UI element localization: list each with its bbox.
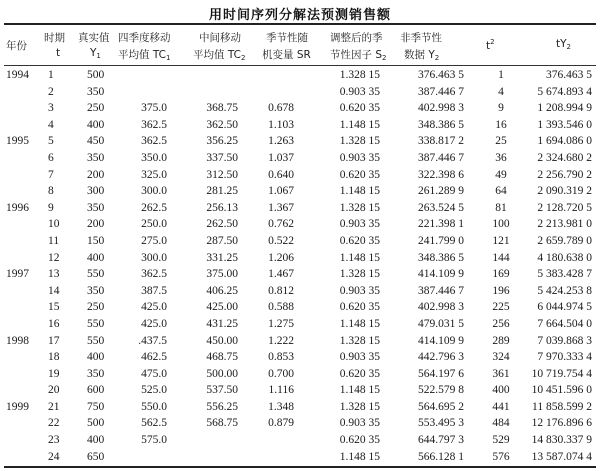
actual-value-cell: 550 — [87, 334, 105, 347]
y2-cell: 553.495 3 — [418, 417, 464, 430]
table-row — [0, 300, 600, 317]
year-cell: 1995 — [6, 135, 29, 148]
sr-cell: 1.222 — [268, 334, 294, 347]
sr-cell: 0.640 — [268, 168, 294, 181]
header-y2-symbol: 数据 $Y_2$ — [404, 49, 440, 62]
period-cell: 12 — [48, 251, 60, 264]
tc1-cell: 550.0 — [141, 400, 167, 413]
header-tc2-symbol: 平均值 $TC_2$ — [193, 49, 246, 62]
t-y2-cell: 2 256.790 2 — [537, 168, 592, 181]
sr-cell: 1.103 — [268, 118, 294, 131]
t-squared-cell: 289 — [492, 334, 510, 347]
tc2-cell: 450.00 — [206, 334, 238, 347]
tc2-cell: 568.75 — [206, 417, 238, 430]
header-period-symbol: t — [56, 47, 61, 59]
s2-cell: 1.148 15 — [339, 118, 380, 131]
period-cell: 23 — [48, 434, 60, 447]
tc1-cell: 362.5 — [141, 135, 167, 148]
period-cell: 8 — [48, 185, 54, 198]
actual-value-cell: 400 — [87, 351, 105, 364]
actual-value-cell: 250 — [87, 102, 105, 115]
table-row — [0, 350, 600, 367]
tc2-cell: 331.25 — [206, 251, 238, 264]
sr-cell: 0.853 — [268, 351, 294, 364]
period-cell: 17 — [48, 334, 60, 347]
t-y2-cell: 2 324.680 2 — [537, 151, 592, 164]
sr-cell: 1.367 — [268, 201, 294, 214]
header-ty2-symbol: $tY_2$ — [556, 38, 571, 51]
t-squared-cell: 441 — [492, 400, 510, 413]
t-squared-cell: 49 — [495, 168, 507, 181]
period-cell: 13 — [48, 268, 60, 281]
tc2-cell: 281.25 — [206, 185, 238, 198]
s2-cell: 1.328 15 — [339, 201, 380, 214]
sr-cell: 0.762 — [268, 218, 294, 231]
s2-cell: 1.328 15 — [339, 400, 380, 413]
sr-cell: 1.467 — [268, 268, 294, 281]
s2-cell: 0.903 35 — [339, 218, 380, 231]
period-cell: 16 — [48, 317, 60, 330]
header-t2-symbol: $t^2$ — [486, 38, 495, 52]
y2-cell: 414.109 9 — [418, 334, 464, 347]
t-y2-cell: 11 858.599 2 — [532, 400, 592, 413]
t-y2-cell: 5 674.893 4 — [537, 85, 592, 98]
y2-cell: 221.398 1 — [418, 218, 464, 231]
y2-cell: 566.128 1 — [418, 450, 464, 463]
y2-cell: 376.463 5 — [418, 69, 464, 81]
t-squared-cell: 576 — [492, 450, 510, 463]
t-squared-cell: 36 — [495, 151, 507, 164]
tc2-cell: 468.75 — [206, 351, 238, 364]
period-cell: 24 — [48, 450, 60, 463]
t-squared-cell: 9 — [498, 102, 504, 115]
t-squared-cell: 324 — [492, 351, 510, 364]
header-actual-label: 真实值 — [78, 32, 110, 44]
period-cell: 3 — [48, 102, 54, 115]
s2-cell: 1.148 15 — [339, 317, 380, 330]
sr-cell: 0.812 — [268, 284, 294, 297]
header-s2-label: 调整后的季 — [330, 32, 383, 44]
table-row — [0, 184, 600, 201]
actual-value-cell: 650 — [87, 450, 105, 463]
sr-cell: 1.348 — [268, 400, 294, 413]
table-row — [0, 85, 600, 102]
s2-cell: 1.148 15 — [339, 450, 380, 463]
t-y2-cell: 2 128.720 5 — [537, 201, 592, 214]
y2-cell: 387.446 7 — [418, 284, 464, 297]
t-y2-cell: 7 970.333 4 — [537, 351, 592, 364]
table-row — [0, 367, 600, 384]
tc2-cell: 337.50 — [206, 151, 238, 164]
year-cell: 1994 — [6, 69, 29, 81]
tc1-cell: 362.5 — [141, 118, 167, 131]
s2-cell: 0.903 35 — [339, 417, 380, 430]
t-squared-cell: 144 — [492, 251, 510, 264]
header-actual-symbol: $Y_1$ — [90, 47, 101, 60]
sr-cell: 1.037 — [268, 151, 294, 164]
t-y2-cell: 7 664.504 0 — [537, 317, 592, 330]
s2-cell: 0.903 35 — [339, 85, 380, 98]
period-cell: 18 — [48, 351, 60, 364]
t-squared-cell: 4 — [498, 85, 504, 98]
period-cell: 11 — [48, 234, 60, 247]
t-squared-cell: 196 — [492, 284, 510, 297]
y2-cell: 348.386 5 — [418, 251, 464, 264]
actual-value-cell: 200 — [87, 168, 105, 181]
table-row — [0, 416, 600, 433]
table-row — [0, 234, 600, 251]
year-cell: 1996 — [6, 201, 29, 214]
t-squared-cell: 361 — [492, 367, 510, 380]
t-y2-cell: 13 587.074 4 — [531, 450, 592, 463]
table-row — [0, 101, 600, 118]
tc2-cell: 312.50 — [206, 168, 238, 181]
t-y2-cell: 5 424.253 8 — [537, 284, 592, 297]
sr-cell: 0.700 — [268, 367, 294, 380]
y2-cell: 402.998 3 — [418, 102, 464, 115]
t-squared-cell: 484 — [492, 417, 510, 430]
t-squared-cell: 1 — [498, 69, 504, 81]
actual-value-cell: 500 — [87, 417, 105, 430]
tc2-cell: 262.50 — [206, 218, 238, 231]
table-row — [0, 284, 600, 301]
period-cell: 7 — [48, 168, 54, 181]
tc1-cell: 350.0 — [141, 151, 167, 164]
period-cell: 19 — [48, 367, 60, 380]
tc1-cell: 375.0 — [141, 102, 167, 115]
period-cell: 21 — [48, 400, 60, 413]
actual-value-cell: 500 — [87, 69, 105, 81]
actual-value-cell: 400 — [87, 434, 105, 447]
y2-cell: 644.797 3 — [418, 434, 464, 447]
tc1-cell: 387.5 — [141, 284, 167, 297]
y2-cell: 442.796 3 — [418, 351, 464, 364]
tc1-cell: 262.5 — [141, 201, 167, 214]
table-row — [0, 267, 600, 284]
t-y2-cell: 1 393.546 0 — [537, 118, 592, 131]
y2-cell: 387.446 7 — [418, 151, 464, 164]
header-sr-symbol: 机变量 SR — [262, 49, 311, 61]
s2-cell: 1.328 15 — [339, 334, 380, 347]
period-cell: 10 — [48, 218, 60, 231]
table-row — [0, 334, 600, 351]
t-squared-cell: 121 — [492, 234, 510, 247]
tc1-cell: 575.0 — [141, 434, 167, 447]
tc1-cell: 250.0 — [141, 218, 167, 231]
tc1-cell: .437.5 — [138, 334, 167, 347]
y2-cell: 338.817 2 — [418, 135, 464, 148]
table-row — [0, 68, 600, 85]
sr-cell: 1.116 — [268, 384, 294, 397]
tc2-cell: 356.25 — [206, 135, 238, 148]
actual-value-cell: 400 — [87, 251, 105, 264]
tc2-cell: 256.13 — [206, 201, 238, 214]
y2-cell: 387.446 7 — [418, 85, 464, 98]
t-y2-cell: 1 208.994 9 — [537, 102, 592, 115]
table-row — [0, 151, 600, 168]
tc1-cell: 525.0 — [141, 384, 167, 397]
header-bottom-rule — [4, 65, 596, 66]
sr-cell: 0.522 — [268, 234, 294, 247]
sr-cell: 1.206 — [268, 251, 294, 264]
s2-cell: 1.148 15 — [339, 185, 380, 198]
table-row — [0, 217, 600, 234]
t-y2-cell: 7 039.868 3 — [537, 334, 592, 347]
s2-cell: 1.148 15 — [339, 251, 380, 264]
tc2-cell: 556.25 — [206, 400, 238, 413]
t-y2-cell: 2 659.789 0 — [537, 234, 592, 247]
s2-cell: 0.620 35 — [339, 301, 380, 314]
t-squared-cell: 100 — [492, 218, 510, 231]
tc2-cell: 500.00 — [206, 367, 238, 380]
y2-cell: 522.579 8 — [418, 384, 464, 397]
period-cell: 6 — [48, 151, 54, 164]
tc1-cell: 362.5 — [141, 268, 167, 281]
t-y2-cell: 4 180.638 0 — [537, 251, 592, 264]
tc2-cell: 375.00 — [206, 268, 238, 281]
tc2-cell: 362.50 — [206, 118, 238, 131]
table-row — [0, 400, 600, 417]
table-row — [0, 201, 600, 218]
period-cell: 20 — [48, 384, 60, 397]
t-y2-cell: 2 090.319 2 — [537, 185, 592, 198]
table-bottom-rule — [4, 466, 596, 468]
actual-value-cell: 200 — [87, 218, 105, 231]
header-period-label: 时期 — [44, 32, 65, 44]
y2-cell: 564.197 6 — [418, 367, 464, 380]
y2-cell: 261.289 9 — [418, 185, 464, 198]
t-y2-cell: 14 830.337 9 — [531, 434, 592, 447]
actual-value-cell: 150 — [87, 234, 105, 247]
t-y2-cell: 10 719.754 4 — [531, 367, 592, 380]
y2-cell: 479.031 5 — [418, 317, 464, 330]
year-cell: 1999 — [6, 400, 29, 413]
tc2-cell: 431.25 — [206, 317, 238, 330]
s2-cell: 0.620 35 — [339, 168, 380, 181]
period-cell: 1 — [48, 69, 54, 81]
actual-value-cell: 350 — [87, 284, 105, 297]
s2-cell: 0.903 35 — [339, 351, 380, 364]
y2-cell: 564.695 2 — [418, 400, 464, 413]
table-row — [0, 433, 600, 450]
period-cell: 15 — [48, 301, 60, 314]
period-cell: 14 — [48, 284, 60, 297]
table-row — [0, 118, 600, 135]
table-title: 用时间序列分解法预测销售额 — [208, 8, 391, 23]
actual-value-cell: 350 — [87, 151, 105, 164]
actual-value-cell: 300 — [87, 185, 105, 198]
year-cell: 1997 — [6, 268, 29, 281]
s2-cell: 1.148 15 — [339, 384, 380, 397]
tc1-cell: 300.0 — [141, 185, 167, 198]
period-cell: 2 — [48, 85, 54, 98]
actual-value-cell: 600 — [87, 384, 105, 397]
t-y2-cell: 1 694.086 0 — [537, 135, 592, 148]
t-squared-cell: 256 — [492, 317, 510, 330]
y2-cell: 263.524 5 — [418, 201, 464, 214]
actual-value-cell: 250 — [87, 301, 105, 314]
year-cell: 1998 — [6, 334, 29, 347]
t-squared-cell: 169 — [492, 268, 510, 281]
period-cell: 9 — [48, 201, 54, 214]
sr-cell: 1.067 — [268, 185, 294, 198]
sr-cell: 0.879 — [268, 417, 294, 430]
sr-cell: 0.678 — [268, 102, 294, 115]
t-y2-cell: 376.463 5 — [546, 69, 592, 81]
tc2-cell: 368.75 — [206, 102, 238, 115]
y2-cell: 322.398 6 — [418, 168, 464, 181]
table-row — [0, 251, 600, 268]
actual-value-cell: 400 — [87, 118, 105, 131]
t-y2-cell: 10 451.596 0 — [531, 384, 592, 397]
t-squared-cell: 81 — [495, 201, 507, 214]
tc2-cell: 537.50 — [206, 384, 238, 397]
table-row — [0, 450, 600, 467]
actual-value-cell: 350 — [87, 201, 105, 214]
header-year-label: 年份 — [6, 40, 27, 52]
table-row — [0, 383, 600, 400]
y2-cell: 414.109 9 — [418, 268, 464, 281]
header-tc1-label: 四季度移动 — [118, 32, 171, 44]
header-tc2-label: 中间移动 — [199, 32, 241, 44]
s2-cell: 1.328 15 — [339, 268, 380, 281]
actual-value-cell: 450 — [87, 135, 105, 148]
tc1-cell: 475.0 — [141, 367, 167, 380]
tc2-cell: 287.50 — [206, 234, 238, 247]
tc1-cell: 462.5 — [141, 351, 167, 364]
header-sr-label: 季节性随 — [266, 32, 308, 44]
s2-cell: 0.903 35 — [339, 151, 380, 164]
actual-value-cell: 550 — [87, 317, 105, 330]
s2-cell: 0.620 35 — [339, 367, 380, 380]
table-row — [0, 168, 600, 185]
tc1-cell: 425.0 — [141, 301, 167, 314]
table-top-rule — [4, 23, 596, 25]
tc1-cell: 275.0 — [141, 234, 167, 247]
table-row — [0, 134, 600, 151]
s2-cell: 1.328 15 — [339, 135, 380, 148]
t-squared-cell: 25 — [495, 135, 507, 148]
period-cell: 5 — [48, 135, 54, 148]
t-y2-cell: 2 213.981 0 — [537, 218, 592, 231]
t-y2-cell: 5 383.428 7 — [537, 268, 592, 281]
table-body — [0, 68, 600, 466]
period-cell: 4 — [48, 118, 54, 131]
period-cell: 22 — [48, 417, 60, 430]
actual-value-cell: 350 — [87, 85, 105, 98]
sr-cell: 0.588 — [268, 301, 294, 314]
actual-value-cell: 350 — [87, 367, 105, 380]
s2-cell: 0.620 35 — [339, 434, 380, 447]
tc2-cell: 425.00 — [206, 301, 238, 314]
tc1-cell: 425.0 — [141, 317, 167, 330]
y2-cell: 348.386 5 — [418, 118, 464, 131]
actual-value-cell: 550 — [87, 268, 105, 281]
tc1-cell: 562.5 — [141, 417, 167, 430]
s2-cell: 0.620 35 — [339, 234, 380, 247]
tc1-cell: 300.0 — [141, 251, 167, 264]
sr-cell: 1.263 — [268, 135, 294, 148]
y2-cell: 402.998 3 — [418, 301, 464, 314]
t-squared-cell: 400 — [492, 384, 510, 397]
header-y2-label: 非季节性 — [400, 32, 442, 44]
table-row — [0, 317, 600, 334]
t-squared-cell: 225 — [492, 301, 510, 314]
header-tc1-symbol: 平均值 $TC_1$ — [118, 49, 171, 62]
sr-cell: 1.275 — [268, 317, 294, 330]
actual-value-cell: 750 — [87, 400, 105, 413]
header-s2-symbol: 节性因子 $S_2$ — [330, 49, 387, 62]
s2-cell: 0.620 35 — [339, 102, 380, 115]
s2-cell: 0.903 35 — [339, 284, 380, 297]
tc1-cell: 325.0 — [141, 168, 167, 181]
tc2-cell: 406.25 — [206, 284, 238, 297]
s2-cell: 1.328 15 — [339, 69, 380, 81]
t-squared-cell: 16 — [495, 118, 507, 131]
t-y2-cell: 12 176.896 6 — [531, 417, 592, 430]
y2-cell: 241.799 0 — [418, 234, 464, 247]
t-squared-cell: 64 — [495, 185, 507, 198]
t-y2-cell: 6 044.974 5 — [537, 301, 592, 314]
t-squared-cell: 529 — [492, 434, 510, 447]
